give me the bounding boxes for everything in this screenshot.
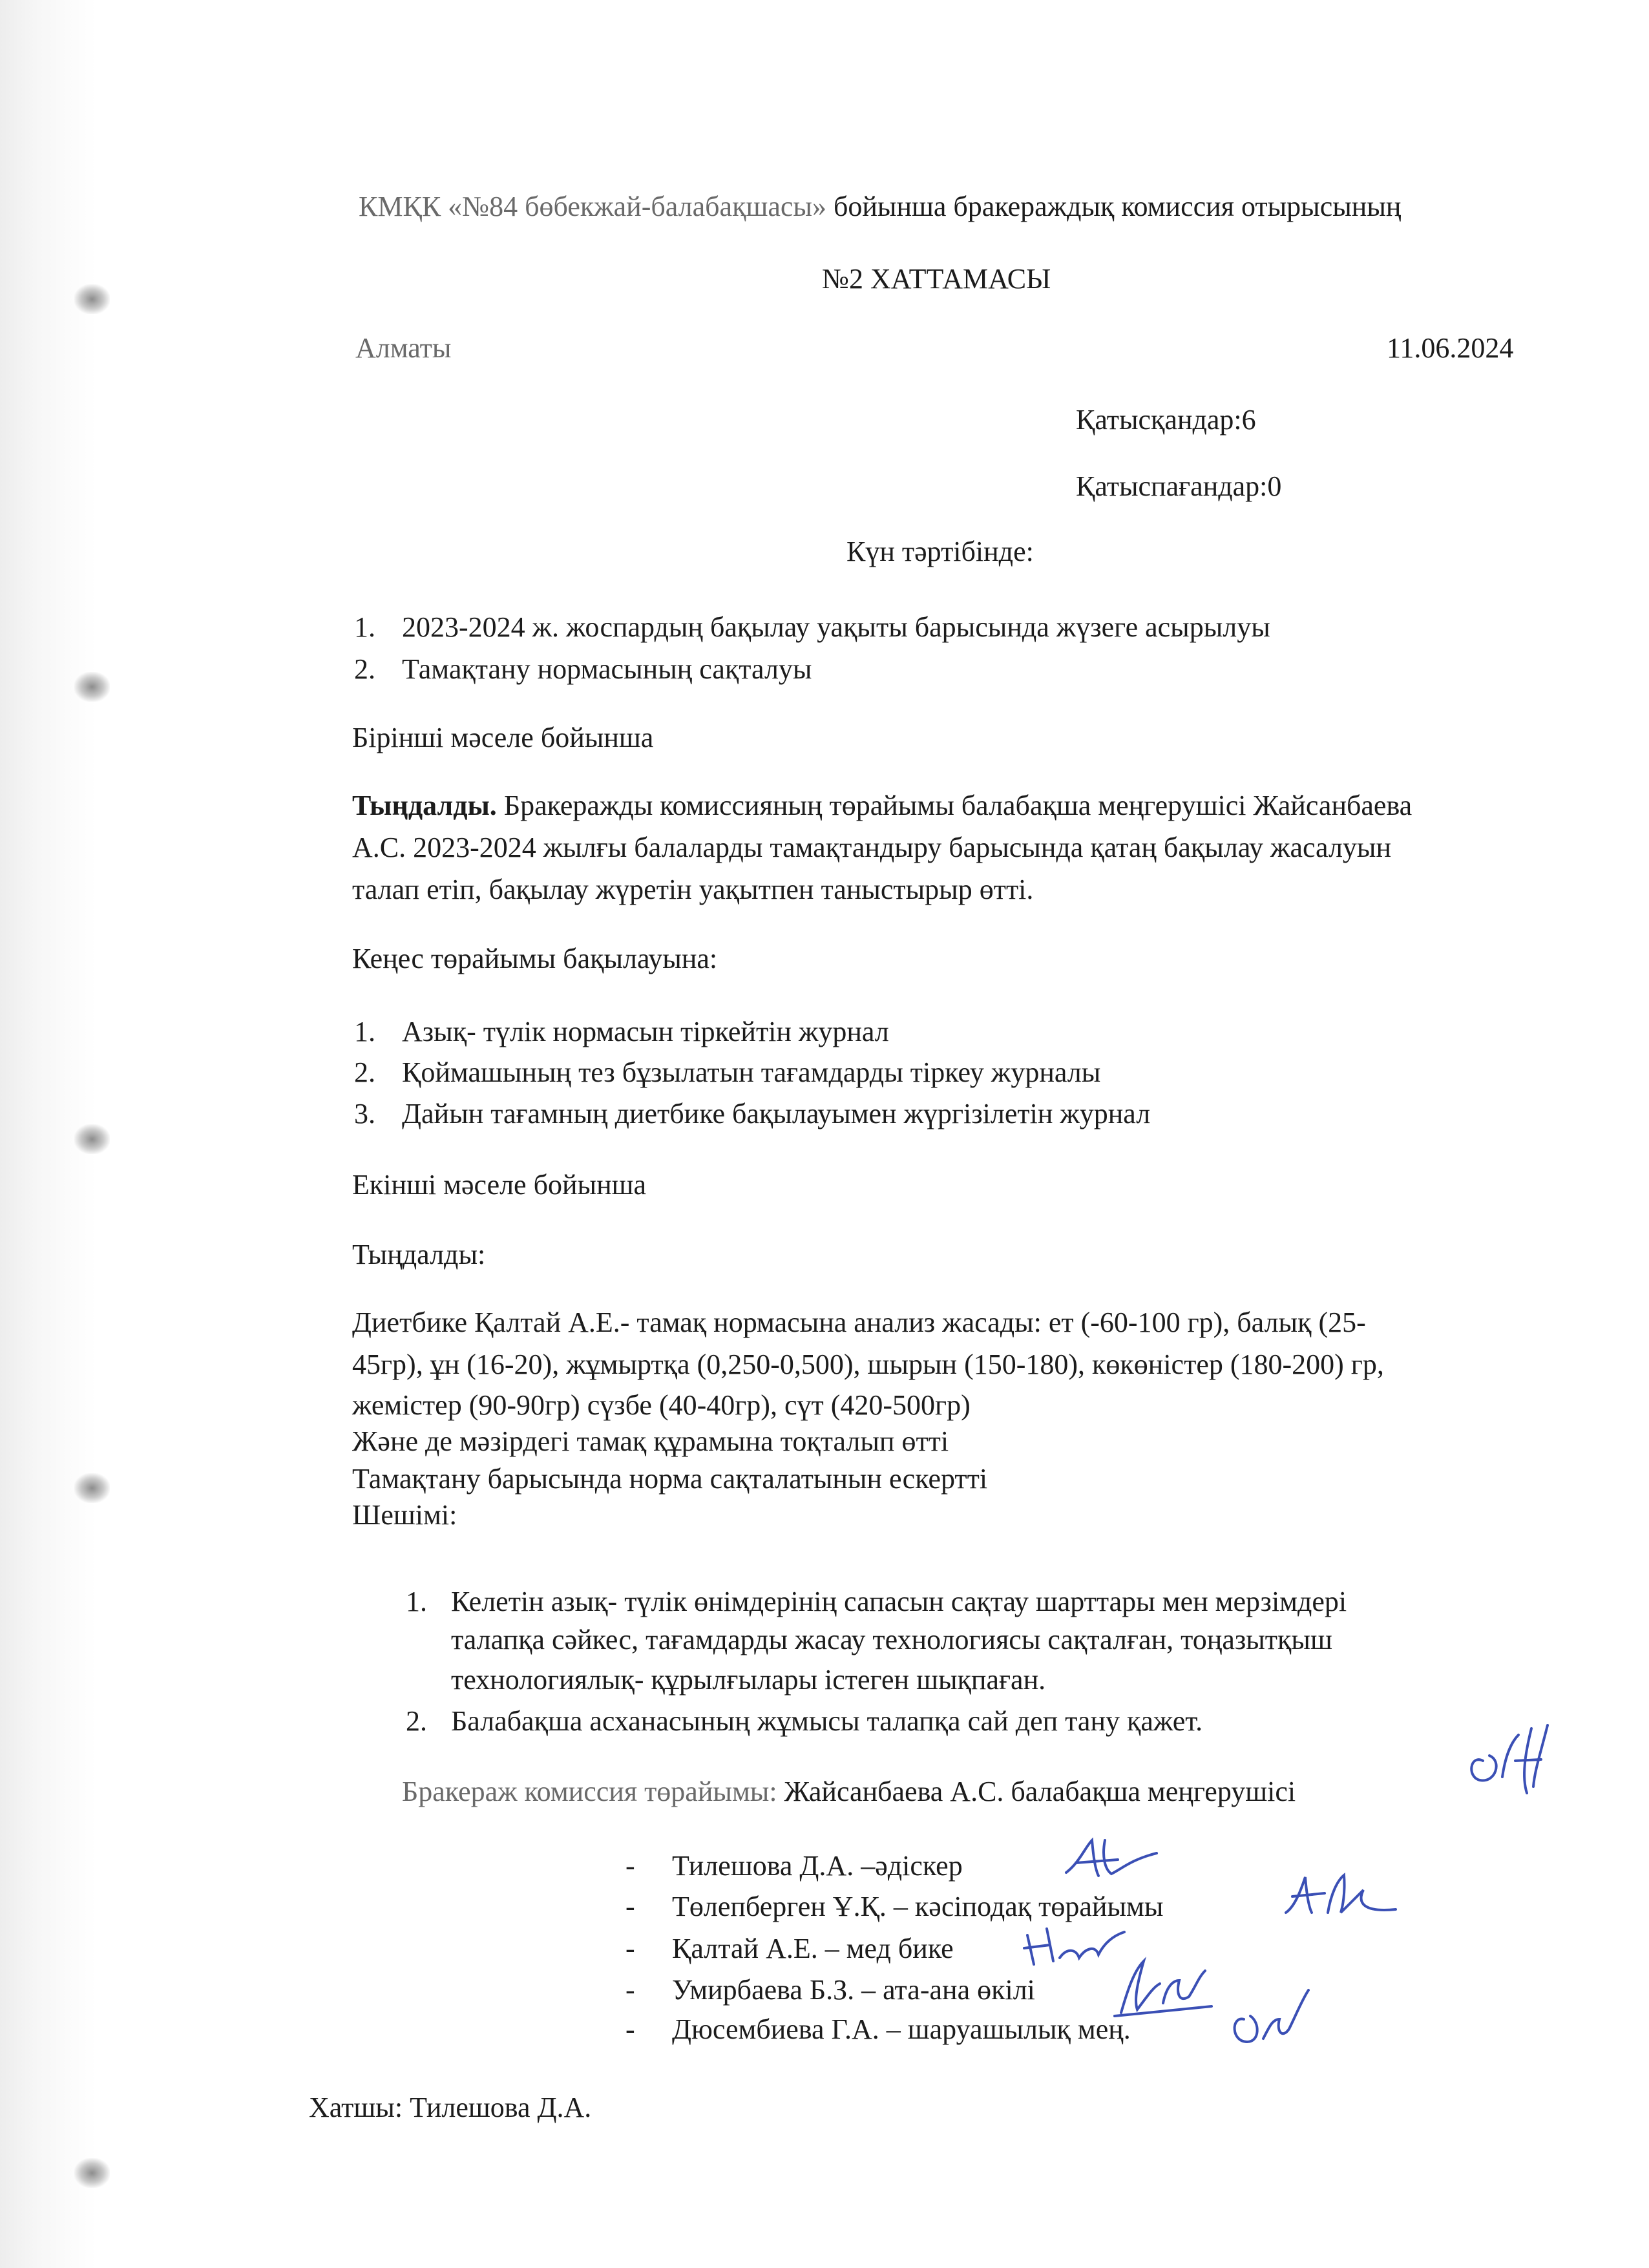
decision-number: 2. <box>406 1705 427 1737</box>
first-issue-paragraph-line <box>352 788 1412 823</box>
analysis-line: жемістер (90-90гр) сүзбе (40-40гр), сүт (420-500гр) <box>352 1389 971 1421</box>
decision-line: талапқа сәйкес, тағамдарды жасау технологиясы сақталған, тоңазытқыш <box>451 1624 1332 1655</box>
first-issue-heading: Бірінші мәселе бойынша <box>352 722 654 753</box>
control-item: Дайын тағамның диетбике бақылауымен жүргізілетін журнал <box>402 1098 1151 1129</box>
analysis-line: Диетбике Қалтай А.Е.- тамақ нормасына анализ жасады: ет (-60-100 гр), балық (25- <box>352 1307 1366 1338</box>
title-rest: бойынша бракераждық комиссия отырысының <box>826 191 1402 222</box>
agenda-item: Тамақтану нормасының сақталуы <box>402 653 812 685</box>
control-item-number: 1. <box>354 1016 375 1047</box>
member-dash: - <box>625 1933 635 1964</box>
member-dash: - <box>625 2013 635 2045</box>
analysis-line: Тамақтану барысында норма сақталатынын ескертті <box>352 1463 988 1495</box>
attended-count: Қатысқандар:6 <box>1076 404 1256 436</box>
scan-artifact <box>74 672 110 702</box>
chair-label: Бракераж комиссия төрайымы: <box>402 1776 777 1807</box>
control-heading: Кеңес төрайымы бақылауына: <box>352 943 718 974</box>
city: Алматы <box>355 332 452 364</box>
manager-signature-image <box>1224 1980 1321 2052</box>
chair-signature-line <box>402 1774 1296 1809</box>
control-item: Азық- түлік нормасын тіркейтін журнал <box>402 1016 889 1047</box>
member-dash: - <box>625 1891 635 1922</box>
member-line: Тилешова Д.А. –әдіскер <box>672 1850 963 1882</box>
member-dash: - <box>625 1850 635 1882</box>
chair-name: Жайсанбаева А.С. балабақша меңгерушісі <box>777 1776 1296 1807</box>
document-title <box>359 189 1401 224</box>
member-line: Умирбаева Б.З. – ата-ана өкілі <box>672 1974 1035 2006</box>
methodist-signature-image <box>1060 1834 1170 1885</box>
decision-label: Шешімі: <box>352 1499 457 1531</box>
agenda-item-number: 2. <box>354 653 375 685</box>
decision-line: Келетін азық- түлік өнімдерінің сапасын сақтау шарттары мен мерзімдері <box>451 1586 1347 1617</box>
decision-line: Балабақша асханасының жұмысы талапқа сай деп тану қажет. <box>451 1705 1203 1737</box>
document-subtitle: №2 ХАТТАМАСЫ <box>822 263 1051 295</box>
scan-artifact <box>74 2158 110 2188</box>
union-chair-signature-image <box>1279 1867 1402 1926</box>
date: 11.06.2024 <box>1387 332 1514 364</box>
scan-artifact <box>74 1124 110 1154</box>
title-faded-part: КМҚК «№84 бөбекжай-балабақшасы» <box>359 191 826 222</box>
first-issue-paragraph-line: А.С. 2023-2024 жылғы балаларды тамақтандыру барысында қатаң бақылау жасалуын <box>352 832 1392 863</box>
analysis-line: 45гр), ұн (16-20), жұмыртқа (0,250-0,500), шырын (150-180), көкөністер (180-200) гр, <box>352 1349 1384 1380</box>
member-line: Дюсембиева Г.А. – шаруашылық мең. <box>672 2013 1131 2045</box>
absent-count: Қатыспағандар:0 <box>1076 470 1282 502</box>
agenda-item: 2023-2024 ж. жоспардың бақылау уақыты барысында жүзеге асырылуы <box>402 611 1270 643</box>
scan-artifact <box>74 1473 110 1503</box>
member-dash: - <box>625 1974 635 2006</box>
first-issue-paragraph-line: талап етіп, бақылау жүретін уақытпен таныстырыр өтті. <box>352 874 1034 905</box>
listened-text: Бракеражды комиссияның төрайымы балабақша меңгерушісі Жайсанбаева <box>496 790 1413 821</box>
parent-signature-image <box>1108 1951 1218 2022</box>
member-line: Төлепберген Ұ.Қ. – кәсіподақ төрайымы <box>672 1891 1164 1922</box>
secretary-line: Хатшы: Тилешова Д.А. <box>309 2092 592 2123</box>
analysis-line: Және де мәзірдегі тамақ құрамына тоқталып өтті <box>352 1425 949 1457</box>
scan-artifact <box>74 284 110 314</box>
decision-number: 1. <box>406 1586 427 1617</box>
second-issue-heading: Екінші мәселе бойынша <box>352 1169 647 1201</box>
agenda-heading: Күн тәртібінде: <box>846 536 1034 567</box>
agenda-item-number: 1. <box>354 611 375 643</box>
control-item-number: 3. <box>354 1098 375 1129</box>
second-listened-label: Тыңдалды: <box>352 1239 486 1270</box>
control-item-number: 2. <box>354 1056 375 1088</box>
listened-label: Тыңдалды. <box>352 790 497 821</box>
control-item: Қоймашының тез бұзылатын тағамдарды тіркеу журналы <box>402 1056 1101 1088</box>
member-line: Қалтай А.Е. – мед бике <box>672 1933 954 1964</box>
decision-line: технологиялық- құрылғылары істеген шықпаған. <box>451 1664 1046 1696</box>
chair-signature-image <box>1457 1716 1573 1812</box>
